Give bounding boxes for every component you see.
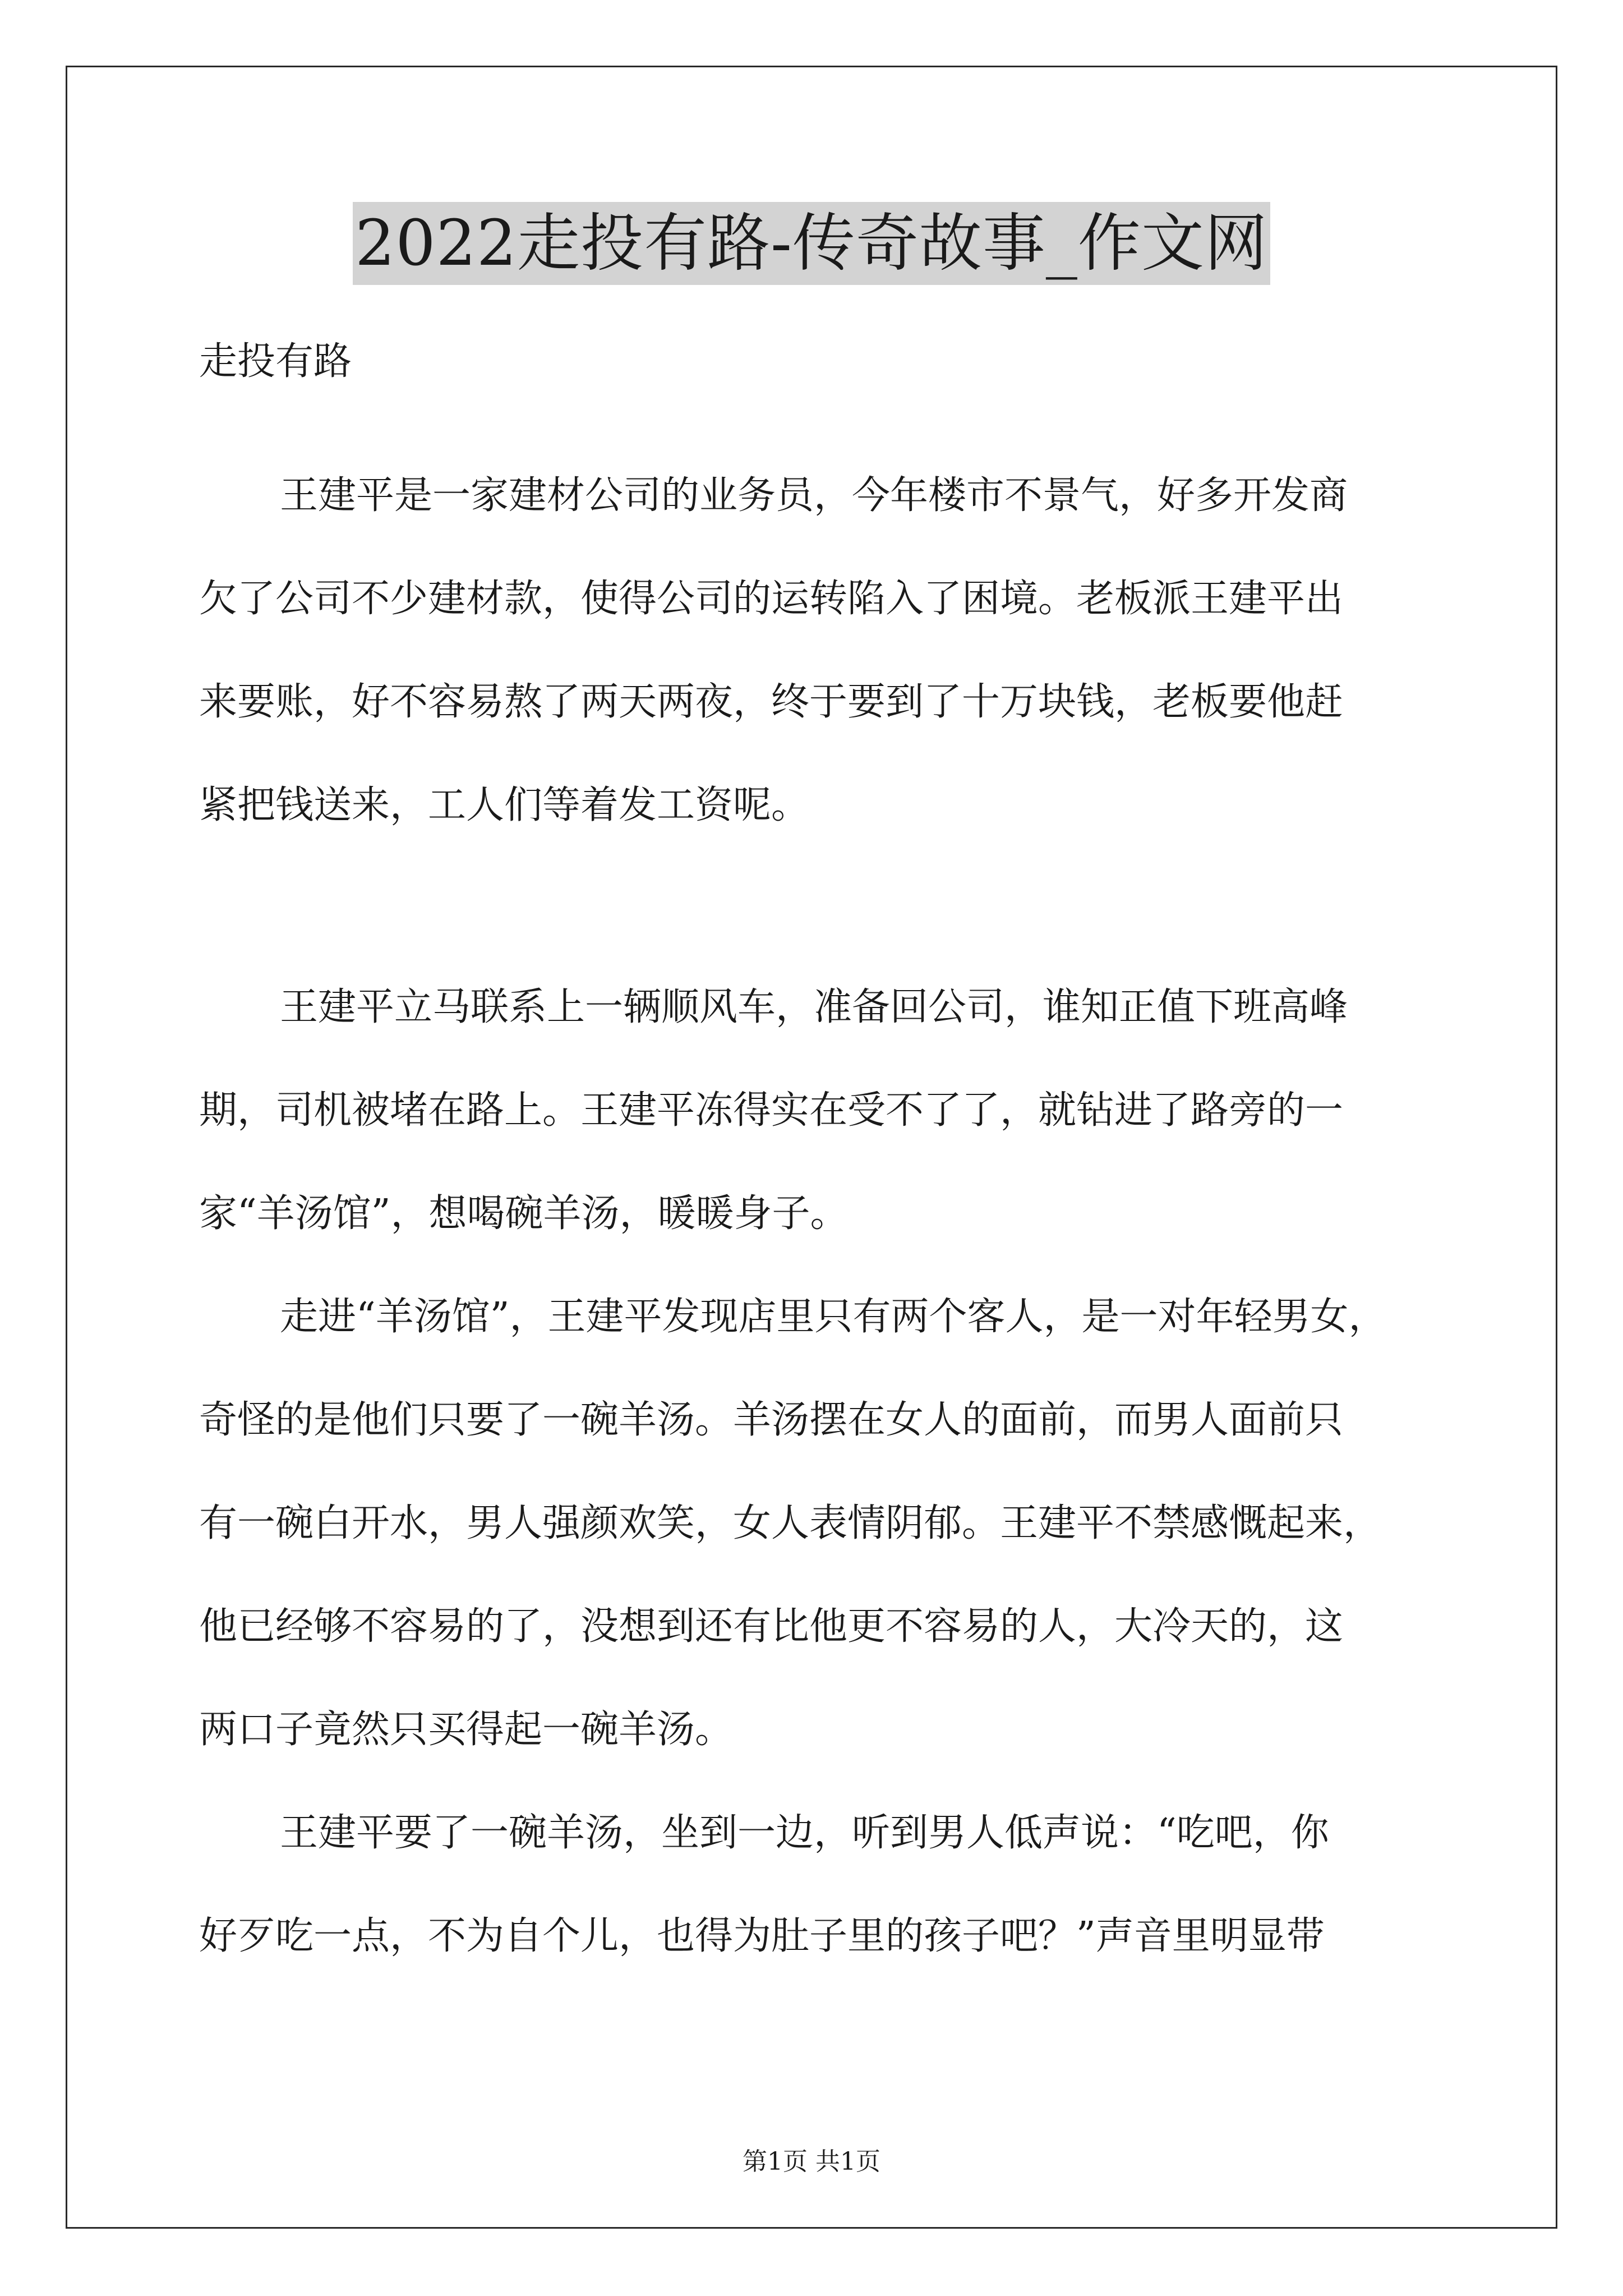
paragraph-line: 走进“羊汤馆”，王建平发现店里只有两个客人，是一对年轻男女， (280, 1295, 1387, 1339)
document-subtitle: 走投有路 (199, 339, 352, 384)
paragraph-line: 来要账，好不容易熬了两天两夜，终于要到了十万块钱，老板要他赶 (199, 680, 1344, 724)
page-footer: 第1页 共1页 (743, 2147, 880, 2176)
document-title: 2022走投有路-传奇故事_作文网 (353, 202, 1270, 285)
paragraph-line: 紧把钱送来，工人们等着发工资呢。 (199, 783, 810, 827)
paragraph-line: 奇怪的是他们只要了一碗羊汤。羊汤摆在女人的面前，而男人面前只 (199, 1398, 1344, 1442)
title-container (0, 202, 1623, 285)
paragraph-line: 好歹吃一点，不为自个儿，也得为肚子里的孩子吧？”声音里明显带 (199, 1914, 1325, 1958)
paragraph-line: 欠了公司不少建材款，使得公司的运转陷入了困境。老板派王建平出 (199, 577, 1344, 621)
document-body (199, 337, 1433, 1988)
paragraph-line: 王建平立马联系上一辆顺风车，准备回公司，谁知正值下班高峰 (280, 985, 1348, 1029)
paragraph-line: 家“羊汤馆”，想喝碗羊汤，暖暖身子。 (199, 1191, 849, 1236)
paragraph-3 (199, 1266, 1433, 1782)
paragraph-4 (199, 1782, 1433, 1988)
paragraph-line: 王建平要了一碗羊汤，坐到一边，听到男人低声说：“吃吧，你 (280, 1811, 1329, 1855)
paragraph-2 (199, 956, 1433, 1266)
paragraph-1 (199, 444, 1433, 857)
paragraph-line: 期，司机被堵在路上。王建平冻得实在受不了了，就钻进了路旁的一 (199, 1088, 1344, 1133)
paragraph-line: 他已经够不容易的了，没想到还有比他更不容易的人，大冷天的，这 (199, 1604, 1344, 1649)
paragraph-line: 有一碗白开水，男人强颜欢笑，女人表情阴郁。王建平不禁感慨起来， (199, 1501, 1382, 1545)
paragraph-line: 两口子竟然只买得起一碗羊汤。 (199, 1708, 734, 1752)
paragraph-line: 王建平是一家建材公司的业务员，今年楼市不景气，好多开发商 (280, 473, 1348, 518)
